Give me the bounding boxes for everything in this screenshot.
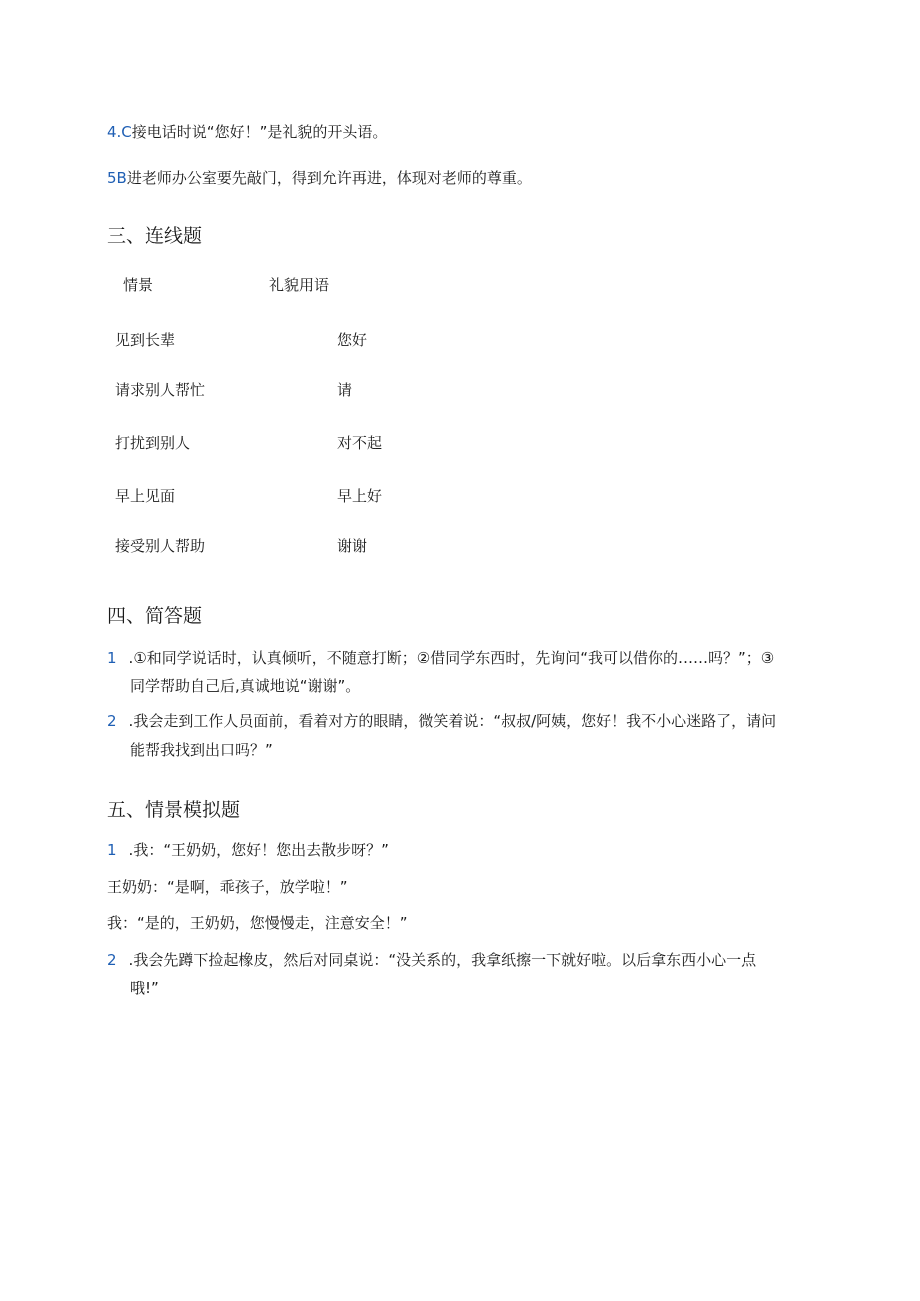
section-heading-short-answer: 四、简答题 [107, 605, 203, 627]
column-header-polite-words: 礼貌用语 [269, 276, 330, 294]
matching-left-item: 见到长辈 [115, 331, 176, 349]
item-text: 接电话时说“您好！”是礼貌的开头语。 [131, 123, 388, 141]
short-answer-item-2-cont: 能帮我找到出口吗？” [130, 741, 273, 759]
matching-right-item: 请 [337, 381, 353, 399]
matching-left-item: 早上见面 [115, 487, 176, 505]
matching-right-item: 您好 [337, 331, 368, 349]
short-answer-item-1-cont: 同学帮助自己后,真诚地说“谢谢”。 [130, 677, 361, 695]
item-text: .我会走到工作人员面前，看着对方的眼睛，微笑着说：“叔叔/阿姨，您好！我不小心迷路了，请问 [128, 712, 777, 730]
item-number: 5B [107, 169, 127, 187]
scenario-dialogue-line: 我：“是的，王奶奶，您慢慢走，注意安全！” [107, 914, 408, 932]
section-heading-matching: 三、连线题 [107, 225, 203, 247]
scenario-item-2 [107, 950, 756, 970]
scenario-item-2-cont: 哦!” [130, 979, 159, 997]
item-number: 4.C [107, 123, 132, 141]
matching-left-item: 接受别人帮助 [115, 537, 206, 555]
matching-right-item: 谢谢 [337, 537, 368, 555]
matching-right-item: 早上好 [337, 487, 383, 505]
judgment-item-4 [107, 122, 387, 142]
item-number: 2 [107, 951, 117, 969]
item-text: .我：“王奶奶，您好！您出去散步呀？” [128, 841, 389, 859]
item-text: 进老师办公室要先敲门，得到允许再进，体现对老师的尊重。 [126, 169, 532, 187]
judgment-item-5 [107, 168, 532, 188]
matching-left-item: 请求别人帮忙 [115, 381, 206, 399]
section-heading-scenario: 五、情景模拟题 [107, 799, 241, 821]
item-text: .①和同学说话时，认真倾听，不随意打断；②借同学东西时，先询问“我可以借你的……吗？”；③ [128, 649, 775, 667]
short-answer-item-2 [107, 711, 776, 731]
scenario-item-1 [107, 840, 389, 860]
item-number: 1 [107, 841, 117, 859]
column-header-situation: 情景 [123, 276, 154, 294]
scenario-dialogue-line: 王奶奶：“是啊，乖孩子，放学啦！” [107, 878, 348, 896]
item-number: 1 [107, 649, 117, 667]
short-answer-item-1 [107, 648, 774, 668]
item-number: 2 [107, 712, 117, 730]
matching-left-item: 打扰到别人 [115, 434, 191, 452]
matching-right-item: 对不起 [337, 434, 383, 452]
item-text: .我会先蹲下捡起橡皮，然后对同桌说：“没关系的，我拿纸擦一下就好啦。以后拿东西小心一点 [128, 951, 757, 969]
